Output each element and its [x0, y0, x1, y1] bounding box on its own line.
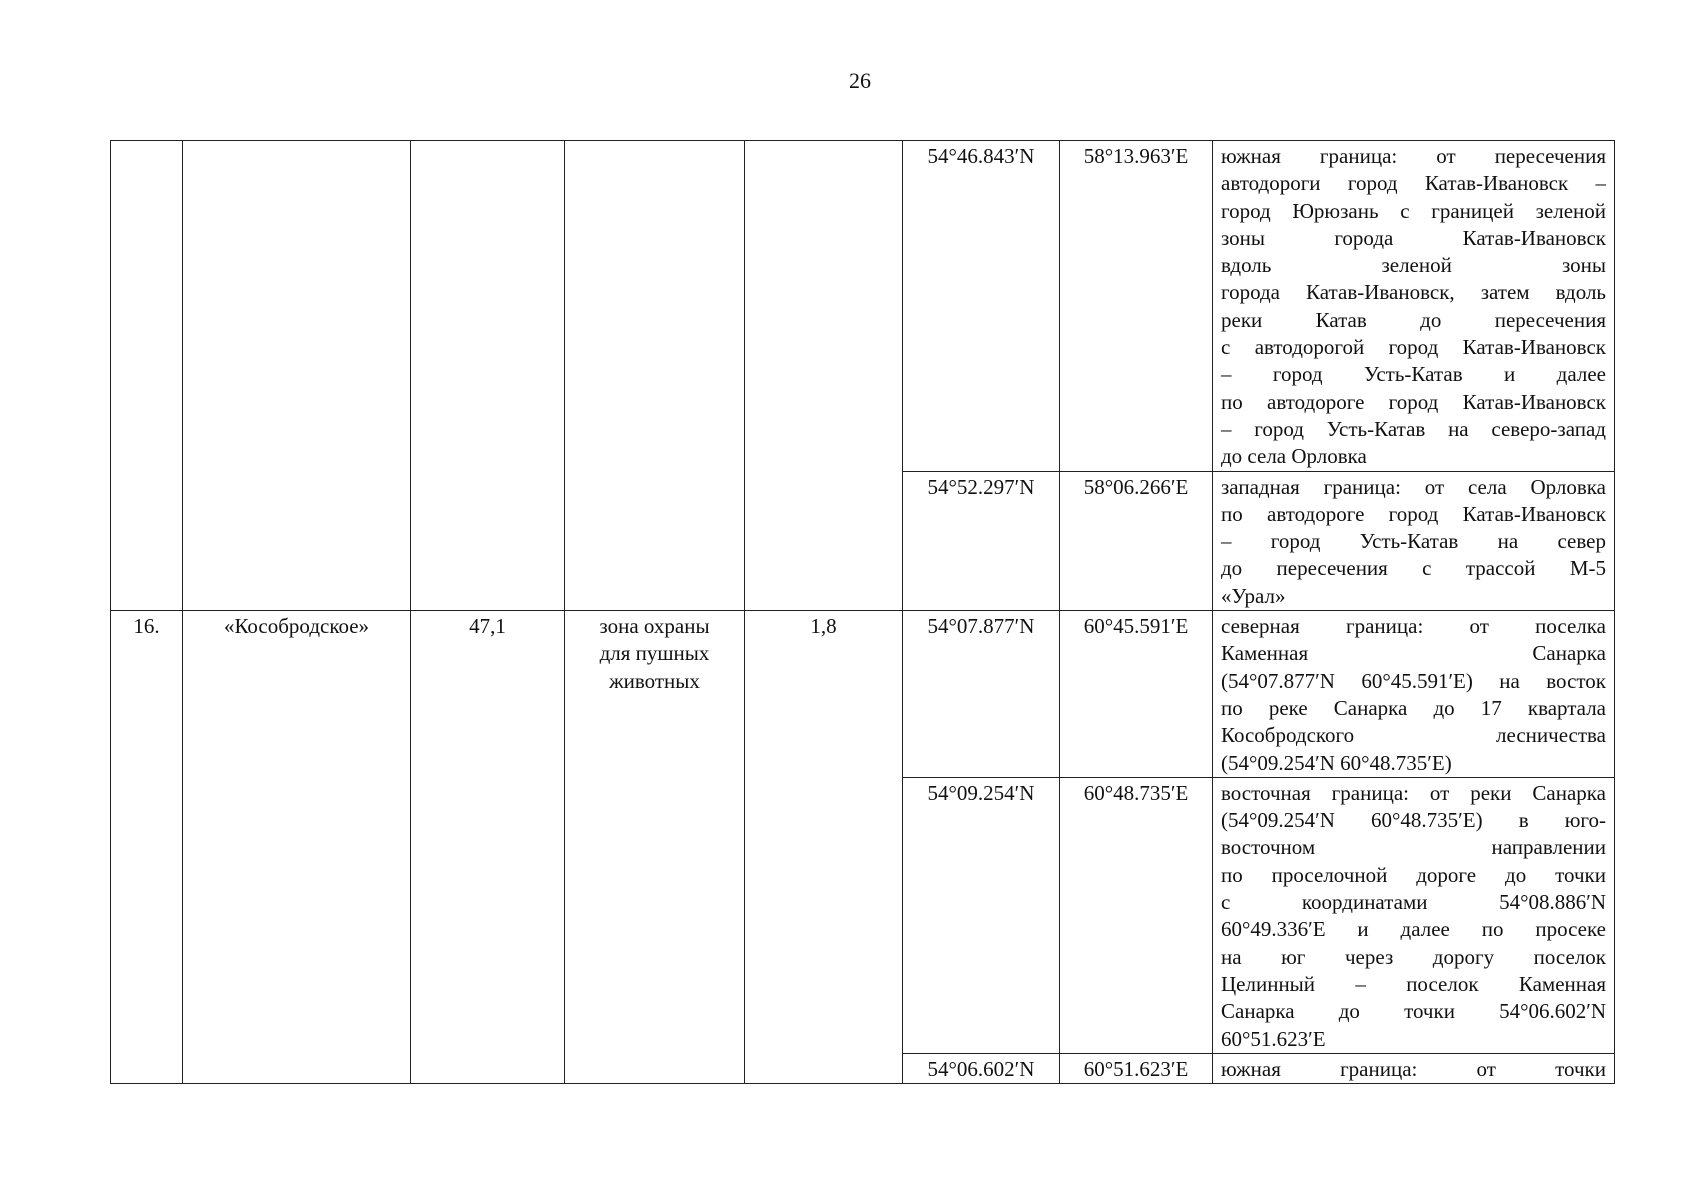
- description-line: 60°51.623′E: [1221, 1026, 1326, 1051]
- boundary-description: [1213, 1053, 1615, 1083]
- page-number: 26: [849, 68, 871, 93]
- description-line: автодороги город Катав-Ивановск –: [1221, 171, 1606, 196]
- description-line: южная граница: от точки: [1221, 1056, 1606, 1081]
- zone-type-line: животных: [609, 668, 700, 693]
- description-line: по автодороге город Катав-Ивановск: [1221, 389, 1606, 414]
- boundary-description: [1213, 611, 1615, 778]
- zone-area-cell-empty: [745, 141, 903, 611]
- entry-area: 47,1: [411, 611, 565, 1084]
- table-row: [111, 141, 1615, 472]
- description-line: город Юрюзань с границей зеленой: [1221, 198, 1606, 223]
- table-row-16: [111, 611, 1615, 778]
- latitude-cell: 54°52.297′N: [903, 471, 1060, 610]
- description-line: (54°09.254′N 60°48.735′E) в юго-: [1221, 808, 1606, 833]
- latitude-cell: 54°09.254′N: [903, 777, 1060, 1053]
- description-line: на юг через дорогу поселок: [1221, 944, 1606, 969]
- boundary-description: [1213, 141, 1615, 472]
- name-cell-empty: [183, 141, 411, 611]
- description-line: – город Усть-Катав и далее: [1221, 362, 1606, 387]
- description-line: южная граница: от пересечения: [1221, 144, 1606, 168]
- description-line: до пересечения с трассой М-5: [1221, 556, 1606, 581]
- description-line: зоны города Катав-Ивановск: [1221, 225, 1606, 250]
- description-line: Каменная Санарка: [1221, 641, 1606, 666]
- description-line: (54°09.254′N 60°48.735′E): [1221, 750, 1452, 775]
- description-line: по реке Санарка до 17 квартала: [1221, 695, 1606, 720]
- description-line: с автодорогой город Катав-Ивановск: [1221, 335, 1606, 360]
- description-line: Кособродского лесничества: [1221, 723, 1606, 748]
- description-line: вдоль зеленой зоны: [1221, 253, 1606, 278]
- number-cell-empty: [111, 141, 183, 611]
- description-line: восточном направлении: [1221, 835, 1606, 860]
- longitude-cell: 60°48.735′E: [1060, 777, 1213, 1053]
- description-line: – город Усть-Катав на северо-запад: [1221, 416, 1606, 441]
- longitude-cell: 60°45.591′E: [1060, 611, 1213, 778]
- description-line: Целинный – поселок Каменная: [1221, 971, 1606, 996]
- description-line: до села Орловка: [1221, 444, 1367, 469]
- zone-type: [565, 611, 745, 1084]
- latitude-cell: 54°06.602′N: [903, 1053, 1060, 1083]
- entry-number: 16.: [111, 611, 183, 1084]
- description-line: по автодороге город Катав-Ивановск: [1221, 501, 1606, 526]
- description-line: 60°49.336′E и далее по просеке: [1221, 917, 1606, 942]
- description-line: (54°07.877′N 60°45.591′E) на восток: [1221, 668, 1606, 693]
- boundary-description: [1213, 777, 1615, 1053]
- description-line: Санарка до точки 54°06.602′N: [1221, 999, 1606, 1024]
- description-line: северная граница: от поселка: [1221, 614, 1606, 639]
- boundary-description: [1213, 471, 1615, 610]
- zone-area: 1,8: [745, 611, 903, 1084]
- zone-type-line: для пушных: [599, 641, 710, 666]
- longitude-cell: 58°13.963′E: [1060, 141, 1213, 472]
- description-line: с координатами 54°08.886′N: [1221, 890, 1606, 915]
- longitude-cell: 60°51.623′E: [1060, 1053, 1213, 1083]
- boundary-table: [110, 140, 1615, 1084]
- latitude-cell: 54°07.877′N: [903, 611, 1060, 778]
- entry-name: «Кособродское»: [183, 611, 411, 1084]
- latitude-cell: 54°46.843′N: [903, 141, 1060, 472]
- zone-type-line: зона охраны: [599, 614, 710, 639]
- description-line: «Урал»: [1221, 583, 1286, 608]
- zone-type-cell-empty: [565, 141, 745, 611]
- description-line: реки Катав до пересечения: [1221, 307, 1606, 332]
- area-cell-empty: [411, 141, 565, 611]
- description-line: по проселочной дороге до точки: [1221, 862, 1606, 887]
- description-line: западная граница: от села Орловка: [1221, 474, 1606, 499]
- description-line: города Катав-Ивановск, затем вдоль: [1221, 280, 1606, 305]
- description-line: – город Усть-Катав на север: [1221, 529, 1606, 554]
- longitude-cell: 58°06.266′E: [1060, 471, 1213, 610]
- description-line: восточная граница: от реки Санарка: [1221, 780, 1606, 805]
